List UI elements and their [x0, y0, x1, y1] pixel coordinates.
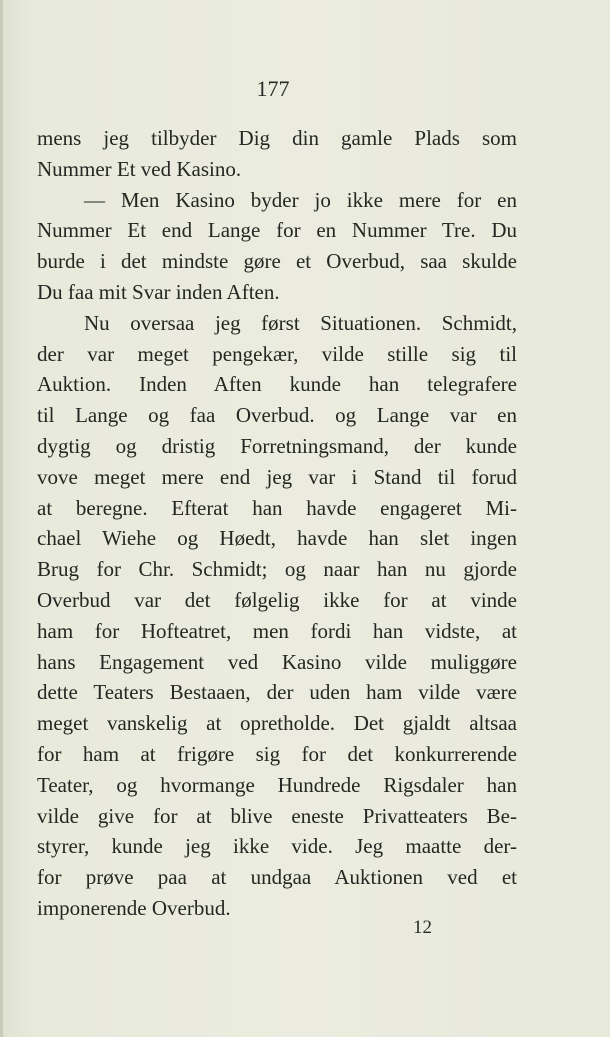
- text-line: — Men Kasino byder jo ikke mere for en: [84, 187, 517, 212]
- text-line: vove meget mere end jeg var i Stand til forud: [37, 464, 517, 489]
- text-line: at beregne. Efterat han havde engageret Mi-: [37, 495, 517, 520]
- text-line: dygtig og dristig Forretningsmand, der kunde: [37, 433, 517, 458]
- text-line: for prøve paa at undgaa Auktionen ved et: [37, 865, 517, 890]
- text-line: burde i det mindste gøre et Overbud, saa skulde: [37, 249, 517, 274]
- text-line: Du faa mit Svar inden Aften.: [37, 279, 280, 304]
- page-edge: [0, 0, 3, 1037]
- text-line: vilde give for at blive eneste Privatteaters Be-: [37, 803, 517, 828]
- text-line: meget vanskelig at opretholde. Det gjaldt altsaa: [37, 711, 517, 736]
- text-line: der var meget pengekær, vilde stille sig til: [37, 341, 517, 366]
- text-line: Nu oversaa jeg først Situationen. Schmidt,: [84, 310, 517, 335]
- text-line: Brug for Chr. Schmidt; og naar han nu gjorde: [37, 557, 517, 582]
- signature-mark: 12: [413, 917, 432, 938]
- text-line: Auktion. Inden Aften kunde han telegrafere: [37, 372, 517, 397]
- text-line: ham for Hofteatret, men fordi han vidste, at: [37, 618, 517, 643]
- text-line: mens jeg tilbyder Dig din gamle Plads som: [37, 126, 517, 150]
- text-line: Nummer Et ved Kasino.: [37, 156, 242, 181]
- body-text: [37, 123, 517, 924]
- text-line: hans Engagement ved Kasino vilde muliggøre: [37, 649, 517, 674]
- text-line: til Lange og faa Overbud. og Lange var en: [37, 403, 517, 428]
- text-line: chael Wiehe og Høedt, havde han slet ingen: [37, 526, 517, 551]
- text-line: Teater, og hvormange Hundrede Rigsdaler han: [37, 772, 517, 797]
- text-line: Nummer Et end Lange for en Nummer Tre. Du: [37, 218, 517, 243]
- text-line: styrer, kunde jeg ikke vide. Jeg maatte der-: [37, 834, 517, 859]
- text-line: for ham at frigøre sig for det konkurrerende: [37, 741, 517, 766]
- page-number: 177: [256, 76, 290, 101]
- text-line: imponerende Overbud.: [37, 895, 231, 920]
- text-line: dette Teaters Bestaaen, der uden ham vilde være: [37, 680, 517, 705]
- text-line: Overbud var det følgelig ikke for at vinde: [37, 587, 517, 612]
